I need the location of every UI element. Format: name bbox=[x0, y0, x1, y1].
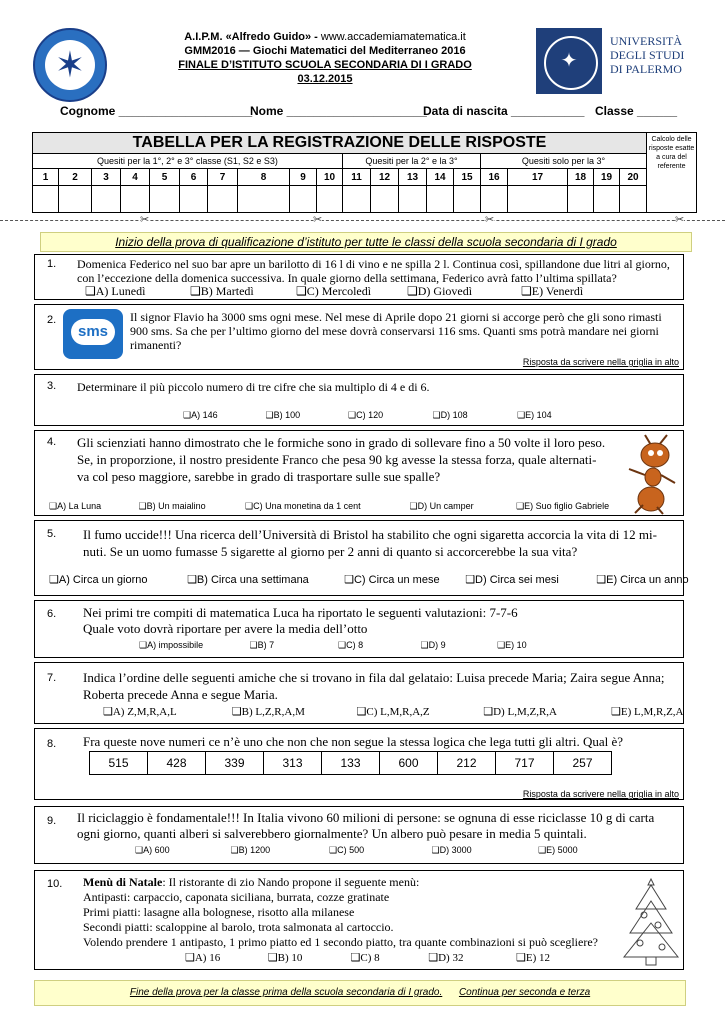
question-text: nuti. Se un uomo fumasse 5 sigarette al giorno per 2 anni di quanto si accorcerebbe la sua vita? bbox=[83, 544, 578, 559]
question-4 bbox=[34, 430, 684, 516]
question-text: Il riciclaggio è fondamentale!!! In Italia vivono 60 milioni di persone: se ognuna di esse riciclasse 10 g di carta bbox=[77, 810, 655, 825]
classe-field[interactable]: Classe ______ bbox=[595, 104, 678, 118]
sequence-number: 515 bbox=[90, 752, 148, 775]
grid-num: 4 bbox=[121, 169, 150, 186]
grid-group-3: Quesiti solo per la 3° bbox=[481, 154, 647, 169]
university-line1: UNIVERSITÀ bbox=[610, 34, 682, 48]
grid-num: 5 bbox=[150, 169, 180, 186]
option-c[interactable]: ❑C) 500 bbox=[329, 845, 365, 855]
sequence-number: 339 bbox=[206, 752, 264, 775]
option-d[interactable]: ❑D) 3000 bbox=[431, 845, 472, 855]
sms-label: sms bbox=[71, 319, 115, 345]
university-line2: DEGLI STUDI bbox=[610, 48, 685, 62]
question-text: Fra queste nove numeri ce n’è uno che non che non segue la stessa logica che lega tutti gli altri. Qual è? bbox=[83, 734, 624, 749]
question-number: 3. bbox=[47, 380, 57, 392]
answer-cell[interactable] bbox=[399, 186, 427, 213]
question-number: 10. bbox=[47, 878, 63, 890]
answer-cell[interactable] bbox=[427, 186, 454, 213]
scissors-icon: ✂ bbox=[485, 214, 495, 226]
option-c[interactable]: ❑C) 120 bbox=[348, 410, 384, 420]
answer-cell[interactable] bbox=[481, 186, 508, 213]
header-url[interactable]: www.accademiamatematica.it bbox=[320, 31, 466, 43]
question-6 bbox=[34, 600, 684, 658]
question-number: 7. bbox=[47, 672, 57, 684]
grid-num: 14 bbox=[427, 169, 454, 186]
option-e[interactable]: ❑E) Circa un anno bbox=[596, 574, 689, 586]
answer-grid bbox=[32, 132, 697, 213]
question-text: va col peso maggiore, sarebbe in grado di trasportare sulle sue spalle? bbox=[77, 469, 441, 484]
scissors-icon: ✂ bbox=[675, 214, 685, 226]
option-d[interactable]: ❑D) Circa sei mesi bbox=[465, 574, 559, 586]
option-a[interactable]: ❑A) Z,M,R,A,L bbox=[103, 706, 177, 718]
option-c[interactable]: ❑C) L,M,R,A,Z bbox=[356, 706, 430, 718]
answer-cell[interactable] bbox=[150, 186, 180, 213]
option-e[interactable]: ❑E) 12 bbox=[516, 952, 550, 964]
grid-num: 18 bbox=[568, 169, 594, 186]
answer-cell[interactable] bbox=[620, 186, 647, 213]
aipm-logo bbox=[33, 28, 107, 102]
option-a[interactable]: ❑A) Circa un giorno bbox=[49, 574, 148, 586]
scissors-icon: ✂ bbox=[313, 214, 323, 226]
answer-cell[interactable] bbox=[317, 186, 343, 213]
option-b[interactable]: ❑B) Martedì bbox=[190, 284, 254, 298]
question-text: : Il ristorante di zio Nando propone il seguente menù: bbox=[162, 875, 420, 889]
question-text: Determinare il più piccolo numero di tre cifre che sia multiplo di 4 e di 6. bbox=[77, 380, 430, 394]
answer-cell[interactable] bbox=[371, 186, 399, 213]
university-line3: DI PALERMO bbox=[610, 62, 682, 76]
grid-num: 13 bbox=[399, 169, 427, 186]
question-text: Nei primi tre compiti di matematica Luca ha riportato le seguenti valutazioni: 7-7-6 bbox=[83, 605, 518, 620]
ant-icon bbox=[623, 433, 681, 515]
question-number: 2. bbox=[47, 314, 57, 326]
sequence-number: 212 bbox=[438, 752, 496, 775]
option-b[interactable]: ❑B) 1200 bbox=[230, 845, 271, 855]
intro-banner: Inizio della prova di qualificazione d’istituto per tutte le classi della scuola secondaria di I grado bbox=[40, 232, 692, 252]
question-text: con l’eccezione della domenica successiva. In quale giorno della settimana, Federico avrà fatto l’ultima spillata? bbox=[77, 271, 617, 285]
question-text: ogni giorno, quanti alberi si salverebbero giornalmente? Un albero può pesare in media 5 quintali. bbox=[77, 826, 587, 841]
grid-num: 3 bbox=[92, 169, 121, 186]
question-text: Quale voto dovrà riportare per avere la media dell’otto bbox=[83, 621, 368, 636]
cut-line bbox=[0, 220, 725, 221]
cognome-field[interactable]: Cognome ____________________ bbox=[60, 104, 253, 118]
question-number: 4. bbox=[47, 436, 57, 448]
grid-num: 8 bbox=[238, 169, 290, 186]
header-line4: 03.12.2015 bbox=[297, 73, 353, 85]
question-number: 9. bbox=[47, 815, 57, 827]
grid-num: 6 bbox=[180, 169, 208, 186]
answer-cell[interactable] bbox=[92, 186, 121, 213]
option-a[interactable]: ❑A) La Luna bbox=[49, 501, 102, 511]
option-a[interactable]: ❑A) 600 bbox=[135, 845, 170, 855]
answer-note: Risposta da scrivere nella griglia in alto bbox=[522, 357, 679, 367]
footer-right: Continua per seconda e terza bbox=[458, 987, 591, 998]
option-d[interactable]: ❑D) 9 bbox=[420, 640, 446, 650]
answer-cell[interactable] bbox=[180, 186, 208, 213]
menu-title: Menù di Natale bbox=[83, 875, 163, 889]
number-sequence bbox=[89, 751, 612, 775]
question-9 bbox=[34, 806, 684, 864]
question-5 bbox=[34, 520, 689, 596]
question-text: Antipasti: carpaccio, caponata siciliana, burrata, cozze gratinate bbox=[83, 890, 390, 904]
grid-calc: Calcolo delle risposte esatte a cura del referente bbox=[647, 133, 697, 213]
answer-cell[interactable] bbox=[33, 186, 59, 213]
question-number: 5. bbox=[47, 528, 57, 540]
question-number: 8. bbox=[47, 738, 57, 750]
answer-cell[interactable] bbox=[454, 186, 481, 213]
nascita-field[interactable]: Data di nascita ___________ bbox=[423, 104, 585, 118]
option-a[interactable]: ❑A) Lunedì bbox=[85, 284, 146, 298]
option-c[interactable]: ❑C) 8 bbox=[338, 640, 364, 650]
option-a[interactable]: ❑A) 16 bbox=[185, 952, 221, 964]
university-logo bbox=[536, 28, 686, 94]
question-2 bbox=[34, 304, 684, 370]
question-text: Domenica Federico nel suo bar apre un barilotto di 16 l di vino e ne spilla 2 l. Continua così, spillandone due litri al giorno, bbox=[77, 257, 670, 271]
answer-cell[interactable] bbox=[59, 186, 92, 213]
grid-num: 20 bbox=[620, 169, 647, 186]
option-d[interactable]: ❑D) 108 bbox=[432, 410, 468, 420]
option-b[interactable]: ❑B) Un maialino bbox=[138, 501, 206, 511]
star-icon: ✶ bbox=[54, 45, 86, 85]
answer-cell[interactable] bbox=[290, 186, 317, 213]
sequence-number: 717 bbox=[496, 752, 554, 775]
question-text: Il signor Flavio ha 3000 sms ogni mese. Nel mese di Aprile dopo 21 giorni si accorge però che gli sono rimasti bbox=[130, 310, 662, 324]
option-e[interactable]: ❑E) L,M,R,Z,A bbox=[611, 706, 684, 718]
option-d[interactable]: ❑D) Un camper bbox=[409, 501, 474, 511]
option-e[interactable]: ❑E) 10 bbox=[497, 640, 527, 650]
question-text: Primi piatti: lasagne alla bolognese, risotto alla milanese bbox=[83, 905, 355, 919]
christmas-tree-icon bbox=[620, 875, 682, 967]
grid-group-2: Quesiti per la 2° e la 3° bbox=[343, 154, 481, 169]
header-line3: FINALE D’ISTITUTO SCUOLA SECONDARIA DI I GRADO bbox=[178, 59, 472, 71]
option-e[interactable]: ❑E) Suo figlio Gabriele bbox=[516, 501, 610, 511]
grid-num: 15 bbox=[454, 169, 481, 186]
option-d[interactable]: ❑D) Giovedì bbox=[407, 284, 473, 298]
option-c[interactable]: ❑C) Circa un mese bbox=[344, 574, 440, 586]
option-b[interactable]: ❑B) 7 bbox=[249, 640, 275, 650]
university-seal-icon: ✦ bbox=[536, 28, 602, 94]
question-3 bbox=[34, 374, 684, 426]
grid-num: 2 bbox=[59, 169, 92, 186]
answer-cell[interactable] bbox=[121, 186, 150, 213]
footer-banner bbox=[34, 980, 686, 1006]
question-text: Il fumo uccide!!! Una ricerca dell’Università di Bristol ha stabilito che ogni sigaretta accorcia la vita di 12 mi- bbox=[83, 527, 657, 542]
option-d[interactable]: ❑D) 32 bbox=[428, 952, 464, 964]
option-a[interactable]: ❑A) impossibile bbox=[139, 640, 204, 650]
answer-cell[interactable] bbox=[208, 186, 238, 213]
option-e[interactable]: ❑E) Venerdì bbox=[521, 284, 584, 298]
grid-num: 1 bbox=[33, 169, 59, 186]
option-c[interactable]: ❑C) 8 bbox=[350, 952, 380, 964]
sequence-number: 133 bbox=[322, 752, 380, 775]
header-line1: A.I.P.M. «Alfredo Guido» - bbox=[184, 31, 321, 43]
option-c[interactable]: ❑C) Mercoledì bbox=[296, 284, 372, 298]
sequence-number: 600 bbox=[380, 752, 438, 775]
nome-field[interactable]: Nome _____________________ bbox=[250, 104, 427, 118]
grid-num: 11 bbox=[343, 169, 371, 186]
answer-cell[interactable] bbox=[568, 186, 594, 213]
question-10 bbox=[34, 870, 684, 970]
option-b[interactable]: ❑B) 100 bbox=[265, 410, 301, 420]
option-b[interactable]: ❑B) 10 bbox=[267, 952, 303, 964]
answer-cell[interactable] bbox=[238, 186, 290, 213]
header bbox=[110, 30, 540, 86]
question-text: Se, in proporzione, il nostro presidente Franco che pesa 90 kg avesse la stessa forza, quale alternati- bbox=[77, 452, 597, 467]
grid-num: 17 bbox=[508, 169, 568, 186]
footer-left: Fine della prova per la classe prima della scuola secondaria di I grado. bbox=[129, 987, 443, 998]
option-a[interactable]: ❑A) 146 bbox=[183, 410, 218, 420]
question-text: Gli scienziati hanno dimostrato che le formiche sono in grado di sollevare fino a 50 volte il loro peso. bbox=[77, 435, 606, 450]
option-b[interactable]: ❑B) Circa una settimana bbox=[187, 574, 309, 586]
answer-cell[interactable] bbox=[508, 186, 568, 213]
question-text: Secondi piatti: scaloppine al barolo, trota salmonata al cartoccio. bbox=[83, 920, 394, 934]
question-7 bbox=[34, 662, 684, 724]
sequence-number: 257 bbox=[554, 752, 612, 775]
grid-num: 16 bbox=[481, 169, 508, 186]
grid-num: 9 bbox=[290, 169, 317, 186]
grid-num: 7 bbox=[208, 169, 238, 186]
option-e[interactable]: ❑E) 5000 bbox=[538, 845, 578, 855]
question-number: 6. bbox=[47, 608, 57, 620]
answer-cell[interactable] bbox=[343, 186, 371, 213]
grid-title: TABELLA PER LA REGISTRAZIONE DELLE RISPOSTE bbox=[33, 133, 647, 154]
question-text: Indica l’ordine delle seguenti amiche che si trovano in fila dal gelataio: Luisa precede Maria; Zaira segue Anna; bbox=[83, 670, 665, 685]
question-text: 900 sms. Sa che per l’ultimo giorno del mese dovrà conservarsi 116 sms. Quanti sms potrà mandare nei giorni bbox=[130, 324, 659, 338]
grid-num: 10 bbox=[317, 169, 343, 186]
option-e[interactable]: ❑E) 104 bbox=[517, 410, 552, 420]
sms-icon bbox=[63, 309, 123, 359]
answer-note: Risposta da scrivere nella griglia in alto bbox=[522, 789, 679, 799]
answer-cell[interactable] bbox=[594, 186, 620, 213]
question-1 bbox=[34, 254, 684, 300]
grid-group-1: Quesiti per la 1°, 2° e 3° classe (S1, S2 e S3) bbox=[33, 154, 343, 169]
question-text: Volendo prendere 1 antipasto, 1 primo piatto ed 1 secondo piatto, tra quante combinazioni si può scegliere? bbox=[83, 935, 598, 949]
scissors-icon: ✂ bbox=[140, 214, 150, 226]
header-line2: GMM2016 — Giochi Matematici del Mediterraneo 2016 bbox=[184, 45, 466, 57]
grid-num: 12 bbox=[371, 169, 399, 186]
question-8 bbox=[34, 728, 684, 800]
option-c[interactable]: ❑C) Una monetina da 1 cent bbox=[245, 501, 361, 511]
question-number: 1. bbox=[47, 258, 57, 270]
question-text: Roberta precede Anna e segue Maria. bbox=[83, 687, 278, 702]
option-b[interactable]: ❑B) L,Z,R,A,M bbox=[231, 706, 305, 718]
grid-num: 19 bbox=[594, 169, 620, 186]
question-text: rimanenti? bbox=[130, 338, 182, 352]
sequence-number: 313 bbox=[264, 752, 322, 775]
sequence-number: 428 bbox=[148, 752, 206, 775]
option-d[interactable]: ❑D) L,M,Z,R,A bbox=[483, 706, 557, 718]
